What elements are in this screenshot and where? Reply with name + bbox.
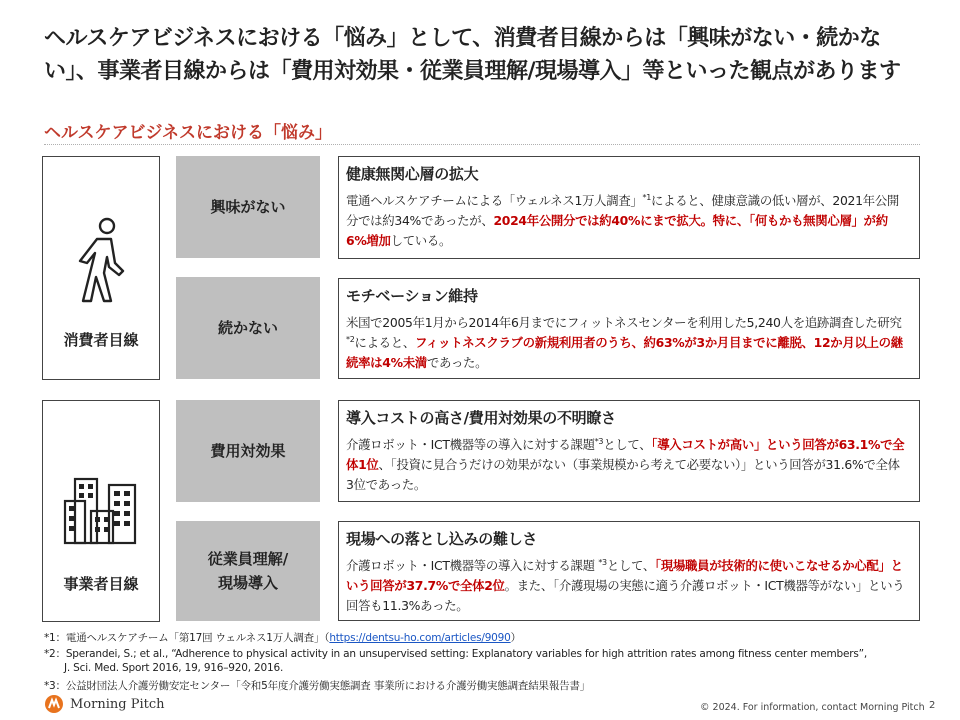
- detail-box-health-indifference: [338, 156, 920, 259]
- footnote-1-link[interactable]: https://dentsu-ho.com/articles/9090: [329, 632, 511, 644]
- detail-box-motivation: [338, 278, 920, 379]
- section-divider: [44, 144, 920, 145]
- category-cost-effectiveness: 費用対効果: [176, 400, 320, 502]
- detail-heading: モチベーション維持: [346, 287, 478, 305]
- business-perspective-box: [42, 400, 160, 622]
- detail-body: 電通ヘルスケアチームによる「ウェルネス1万人調査」$^{*1}$によると、健康意識の低い層が、2021年公開分では約34%であったが、2024年公開分では約40%にまで拡大。特に、「何もかも無関心層」が約6%増加している。: [346, 192, 899, 248]
- detail-heading: 現場への落とし込みの難しさ: [346, 530, 538, 548]
- morning-pitch-logo: [44, 694, 165, 714]
- consumer-perspective-label: 消費者目線: [63, 331, 139, 349]
- footnote-3: *3：公益財団法人介護労働安定センター「令和5年度介護労働実態調査 事業所における介護労働実態調査結果報告書」: [44, 680, 591, 692]
- copyright-notice: © 2024. For information, contact Morning Pitch: [700, 702, 925, 713]
- footnote-2: *2：Sperandei, S.; et al., “Adherence to physical activity in an unsupervised setting: Explanatory variables for high attrition rates among fitness center members”, J. Sci. Med. Sport 2016, 19, 916–920, 2016.: [44, 648, 868, 674]
- business-perspective-label: 事業者目線: [63, 575, 139, 593]
- consumer-perspective-box: [42, 156, 160, 380]
- detail-heading: 健康無関心層の拡大: [346, 165, 479, 183]
- section-title: ヘルスケアビジネスにおける「悩み」: [44, 123, 332, 143]
- detail-body: 米国で2005年1月から2014年6月までにフィットネスセンターを利用した5,240人を追跡調査した研究$^{*2}$によると、フィットネスクラブの新規利用者のうち、約63%が3か月目までに離脱、12か月以上の継続率は4%未満であった。: [346, 315, 903, 370]
- slide-title: ヘルスケアビジネスにおける「悩み」として、消費者目線からは「興味がない・続かない」、事業者目線からは「費用対効果・従業員理解/現場導入」等といった観点があります: [44, 26, 901, 84]
- walking-person-icon: [71, 217, 131, 305]
- detail-body: 介護ロボット・ICT機器等の導入に対する課題$^{*3}$として、「導入コストが高い」という回答が63.1%で全体1位、「投資に見合うだけの効果がない（事業規模から考えて必要ない）」という回答が31.6%で全体3位であった。: [346, 436, 905, 492]
- office-buildings-icon: [63, 475, 139, 545]
- logo-text: Morning Pitch: [70, 696, 165, 712]
- page-number: 2: [929, 700, 936, 711]
- morning-pitch-logo-icon: [44, 694, 64, 714]
- detail-body: 介護ロボット・ICT機器等の導入に対する課題 $^{*3}$として、「現場職員が技術的に使いこなせるか心配」という回答が37.7%で全体2位。また、「介護現場の実態に適う介護ロボット・ICT機器等がない」という回答も11.3%あった。: [346, 557, 905, 613]
- category-staff-understanding: 従業員理解/ 現場導入: [176, 521, 320, 621]
- category-no-interest: 興味がない: [176, 156, 320, 258]
- detail-heading: 導入コストの高さ/費用対効果の不明瞭さ: [346, 409, 616, 427]
- detail-box-onsite-adoption: [338, 521, 920, 621]
- footnote-1: *1：電通ヘルスケアチーム「第17回 ウェルネス1万人調査」（https://dentsu-ho.com/articles/9090）: [44, 632, 521, 644]
- category-no-continuation: 続かない: [176, 277, 320, 379]
- detail-box-cost: [338, 400, 920, 502]
